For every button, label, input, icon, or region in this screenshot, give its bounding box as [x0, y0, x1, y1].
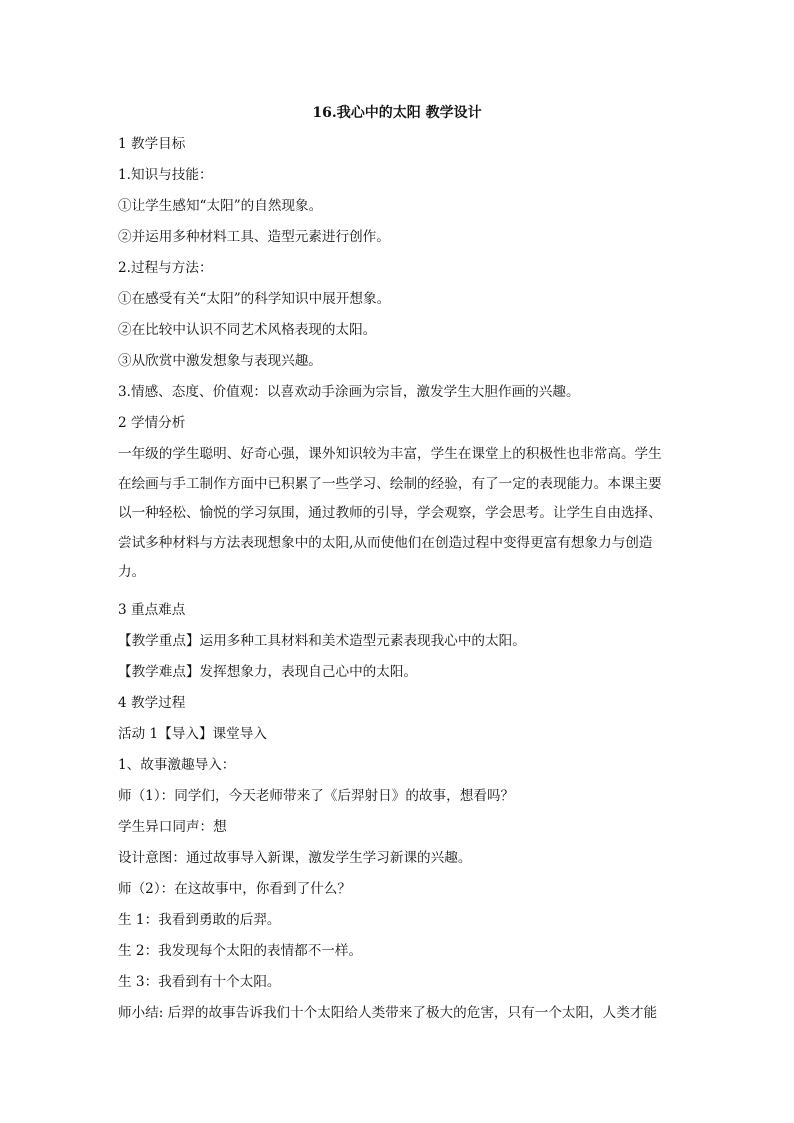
text-line: 活动 1【导入】课堂导入 [118, 726, 267, 742]
text-line: 师（2）：在这故事中，你看到了什么？ [118, 881, 351, 897]
text-line: ①让学生感知“太阳”的自然现象。 [118, 198, 323, 214]
analysis-paragraph [118, 440, 678, 588]
text-line: 师（1）：同学们，今天老师带来了《后羿射日》的故事，想看吗？ [118, 788, 515, 804]
text-line: ①在感受有关“太阳”的科学知识中展开想象。 [118, 291, 391, 307]
text-line: 【教学难点】发挥想象力，表现自己心中的太阳。 [118, 664, 418, 680]
section-heading-objectives: 1 教学目标 [118, 136, 186, 152]
text-line: 设计意图：通过故事导入新课，激发学生学习新课的兴趣。 [118, 850, 472, 866]
text-line: ②在比较中认识不同艺术风格表现的太阳。 [118, 322, 377, 338]
text-line: 生 2：我发现每个太阳的表情都不一样。 [118, 943, 363, 959]
text-line: 生 1：我看到勇敢的后羿。 [118, 912, 281, 928]
text-line: 师小结: 后羿的故事告诉我们十个太阳给人类带来了极大的危害，只有一个太阳，人类才能 [118, 1005, 658, 1021]
text-line: 1.知识与技能： [118, 167, 213, 183]
text-line: 学生异口同声：想 [118, 819, 227, 835]
section-heading-analysis: 2 学情分析 [118, 415, 186, 431]
text-line: ②并运用多种材料工具、造型元素进行创作。 [118, 229, 390, 245]
paragraph-line: 一年级的学生聪明、好奇心强，课外知识较为丰富，学生在课堂上的积极性也非常高。学生 [118, 446, 662, 462]
text-line: 1、故事激趣导入： [118, 757, 236, 773]
section-heading-keypoints: 3 重点难点 [118, 602, 186, 618]
paragraph-line: 在绘画与手工制作方面中已积累了一些学习、绘制的经验，有了一定的表现能力。本课主要 [118, 475, 662, 492]
paragraph-line: 力。 [118, 564, 146, 581]
paragraph-line: 尝试多种材料与方法表现想象中的太阳,从而使他们在创造过程中变得更富有想象力与创造 [118, 534, 653, 551]
text-line: 2.过程与方法： [118, 260, 213, 276]
text-line: 【教学重点】运用多种工具材料和美术造型元素表现我心中的太阳。 [118, 633, 526, 649]
section-heading-process: 4 教学过程 [118, 695, 186, 711]
paragraph-line: 以一种轻松、愉悦的学习氛围，通过教师的引导，学会观察，学会思考。让学生自由选择、 [118, 505, 662, 522]
text-line: ③从欣赏中激发想象与表现兴趣。 [118, 353, 322, 369]
document-title: 16.我心中的太阳 教学设计 [312, 105, 482, 121]
text-line: 生 3：我看到有十个太阳。 [118, 974, 281, 990]
text-line: 3.情感、态度、价值观：以喜欢动手涂画为宗旨，激发学生大胆作画的兴趣。 [118, 384, 580, 400]
